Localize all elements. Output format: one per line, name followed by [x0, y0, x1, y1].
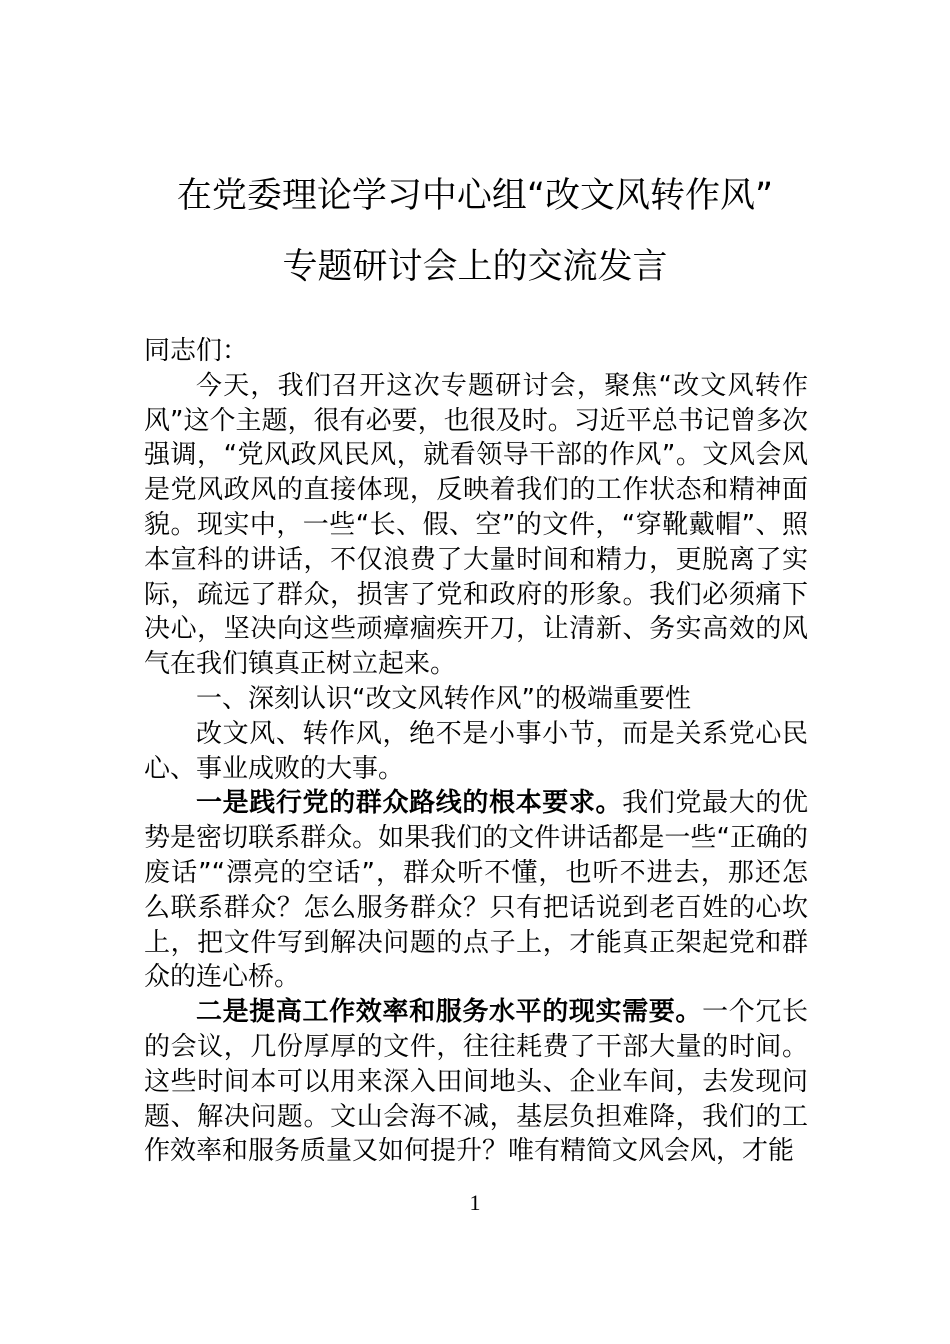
- page-number: 1: [469, 1190, 481, 1215]
- document-body: [144, 334, 808, 1169]
- point-1-lead: 一是践行党的群众路线的根本要求。: [196, 788, 623, 819]
- point-2-lead: 二是提高工作效率和服务水平的现实需要。: [196, 997, 703, 1028]
- point-1-text: 我们党最大的优势是密切联系群众。如果我们的文件讲话都是一些“正确的废话”“漂亮的空话”，群众听不懂，也听不进去，那还怎么联系群众？怎么服务群众？只有把话说到老百姓的心坎上，把文件写到解决问题的点子上，才能真正架起党和群众的连心桥。: [144, 788, 808, 993]
- paragraph-point-1: [144, 786, 808, 995]
- paragraph-section-1-intro: 改文风、转作风，绝不是小事小节，而是关系党心民心、事业成败的大事。: [144, 718, 808, 784]
- section-heading-1: 一、深刻认识“改文风转作风”的极端重要性: [196, 683, 691, 714]
- point-2-text: 一个冗长的会议，几份厚厚的文件，往往耗费了干部大量的时间。这些时间本可以用来深入田间地头、企业车间，去发现问题、解决问题。文山会海不减，基层负担难降，我们的工作效率和服务质量又如何提升？唯有精简文风会风，才能: [144, 997, 808, 1167]
- salutation: 同志们：: [144, 336, 249, 366]
- paragraph-intro: 今天，我们召开这次专题研讨会，聚焦“改文风转作风”这个主题，很有必要，也很及时。习近平总书记曾多次强调，“党风政风民风，就看领导干部的作风”。文风会风是党风政风的直接体现，反映着我们的工作状态和精神面貌。现实中，一些“长、假、空”的文件，“穿靴戴帽”、照本宣科的讲话，不仅浪费了大量时间和精力，更脱离了实际，疏远了群众，损害了党和政府的形象。我们必须痛下决心，坚决向这些顽瘴痼疾开刀，让清新、务实高效的风气在我们镇真正树立起来。: [144, 370, 808, 680]
- paragraph-point-2: [144, 995, 808, 1169]
- document-title-line-2: 专题研讨会上的交流发言: [282, 247, 668, 287]
- document-title-line-1: 在党委理论学习中心组“改文风转作风”: [176, 176, 774, 216]
